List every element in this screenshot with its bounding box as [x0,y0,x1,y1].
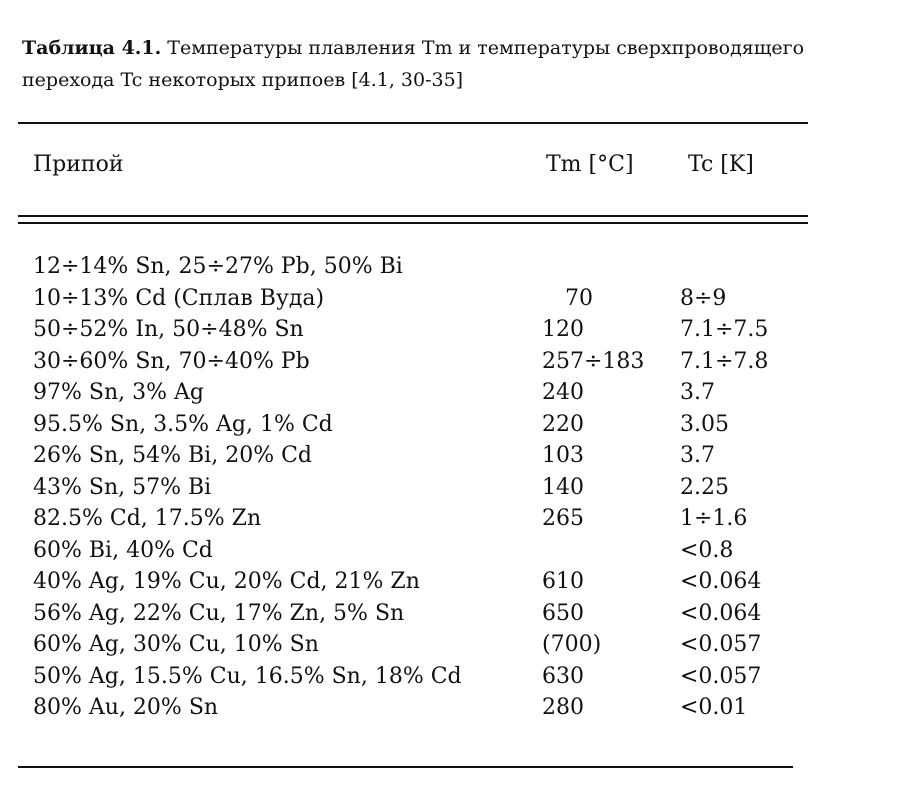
table-row [0,598,900,630]
tc-cell: <0.064 [680,600,762,626]
bottom-rule [18,766,793,768]
tm-cell: 240 [542,380,584,405]
table-row [0,566,900,598]
tc-cell: <0.057 [680,663,762,689]
tm-cell: 257÷183 [542,348,645,374]
header-critical-temp: Tc [K] [688,152,754,177]
solder-cell: 82.5% Cd, 17.5% Zn [33,506,262,531]
solder-cell: 80% Au, 20% Sn [33,695,219,720]
caption-line-2: перехода Tc некоторых припоев [4.1, 30-35] [22,69,464,91]
tc-cell: 3.7 [680,443,715,468]
tm-cell: 140 [542,474,584,500]
solder-cell: 40% Ag, 19% Cu, 20% Cd, 21% Zn [33,569,420,594]
table-row [0,535,900,567]
solder-cell: 60% Ag, 30% Cu, 10% Sn [33,632,319,657]
header-double-rule-upper [18,215,808,217]
table-row [0,346,900,378]
table-row [0,472,900,504]
table-label: Таблица 4.1. [22,37,162,59]
tc-cell: 3.05 [680,411,729,437]
tc-cell: <0.01 [680,695,748,720]
solder-cell: 97% Sn, 3% Ag [33,380,204,405]
table-row [0,251,900,283]
tc-cell: <0.064 [680,569,762,594]
solder-cell: 60% Bi, 40% Cd [33,537,213,563]
table-row [0,377,900,409]
solder-cell: 30÷60% Sn, 70÷40% Pb [33,348,310,374]
table-row [0,440,900,472]
tm-cell: 630 [542,663,584,689]
table-row [0,661,900,693]
tm-cell: 103 [542,443,584,468]
tc-cell: <0.8 [680,537,734,563]
tc-cell: 1÷1.6 [680,506,748,531]
tm-cell: 70 [565,285,593,311]
table-row [0,314,900,346]
table-row [0,283,900,315]
tm-cell: 280 [542,695,584,720]
tm-cell: 610 [542,569,584,594]
solder-cell: 56% Ag, 22% Cu, 17% Zn, 5% Sn [33,600,405,626]
header-double-rule-lower [18,222,808,224]
tc-cell: 7.1÷7.8 [680,348,769,374]
tm-cell: (700) [542,632,602,657]
header-melting-temp: Tm [°C] [546,152,634,177]
table-body [0,251,900,724]
solder-cell: 95.5% Sn, 3.5% Ag, 1% Cd [33,411,333,437]
tc-cell: 3.7 [680,380,715,405]
solder-cell: 50÷52% In, 50÷48% Sn [33,317,304,342]
tc-cell: 2.25 [680,474,729,500]
header-solder: Припой [33,152,124,177]
tm-cell: 265 [542,506,584,531]
caption-line-1: Температуры плавления Tm и температуры сверхпроводящего [167,37,805,59]
solder-cell: 50% Ag, 15.5% Cu, 16.5% Sn, 18% Cd [33,663,462,689]
table-caption [22,32,892,96]
table-row [0,692,900,724]
tm-cell: 120 [542,317,584,342]
solder-cell: 43% Sn, 57% Bi [33,474,212,500]
table-row [0,629,900,661]
top-rule [18,122,808,124]
solder-cell: 10÷13% Cd (Сплав Вуда) [33,285,325,311]
tc-cell: <0.057 [680,632,762,657]
solder-cell: 26% Sn, 54% Bi, 20% Cd [33,443,313,468]
table-row [0,409,900,441]
tm-cell: 220 [542,411,584,437]
table-row [0,503,900,535]
tm-cell: 650 [542,600,584,626]
tc-cell: 8÷9 [680,285,727,311]
tc-cell: 7.1÷7.5 [680,317,769,342]
solder-cell: 12÷14% Sn, 25÷27% Pb, 50% Bi [33,254,403,279]
